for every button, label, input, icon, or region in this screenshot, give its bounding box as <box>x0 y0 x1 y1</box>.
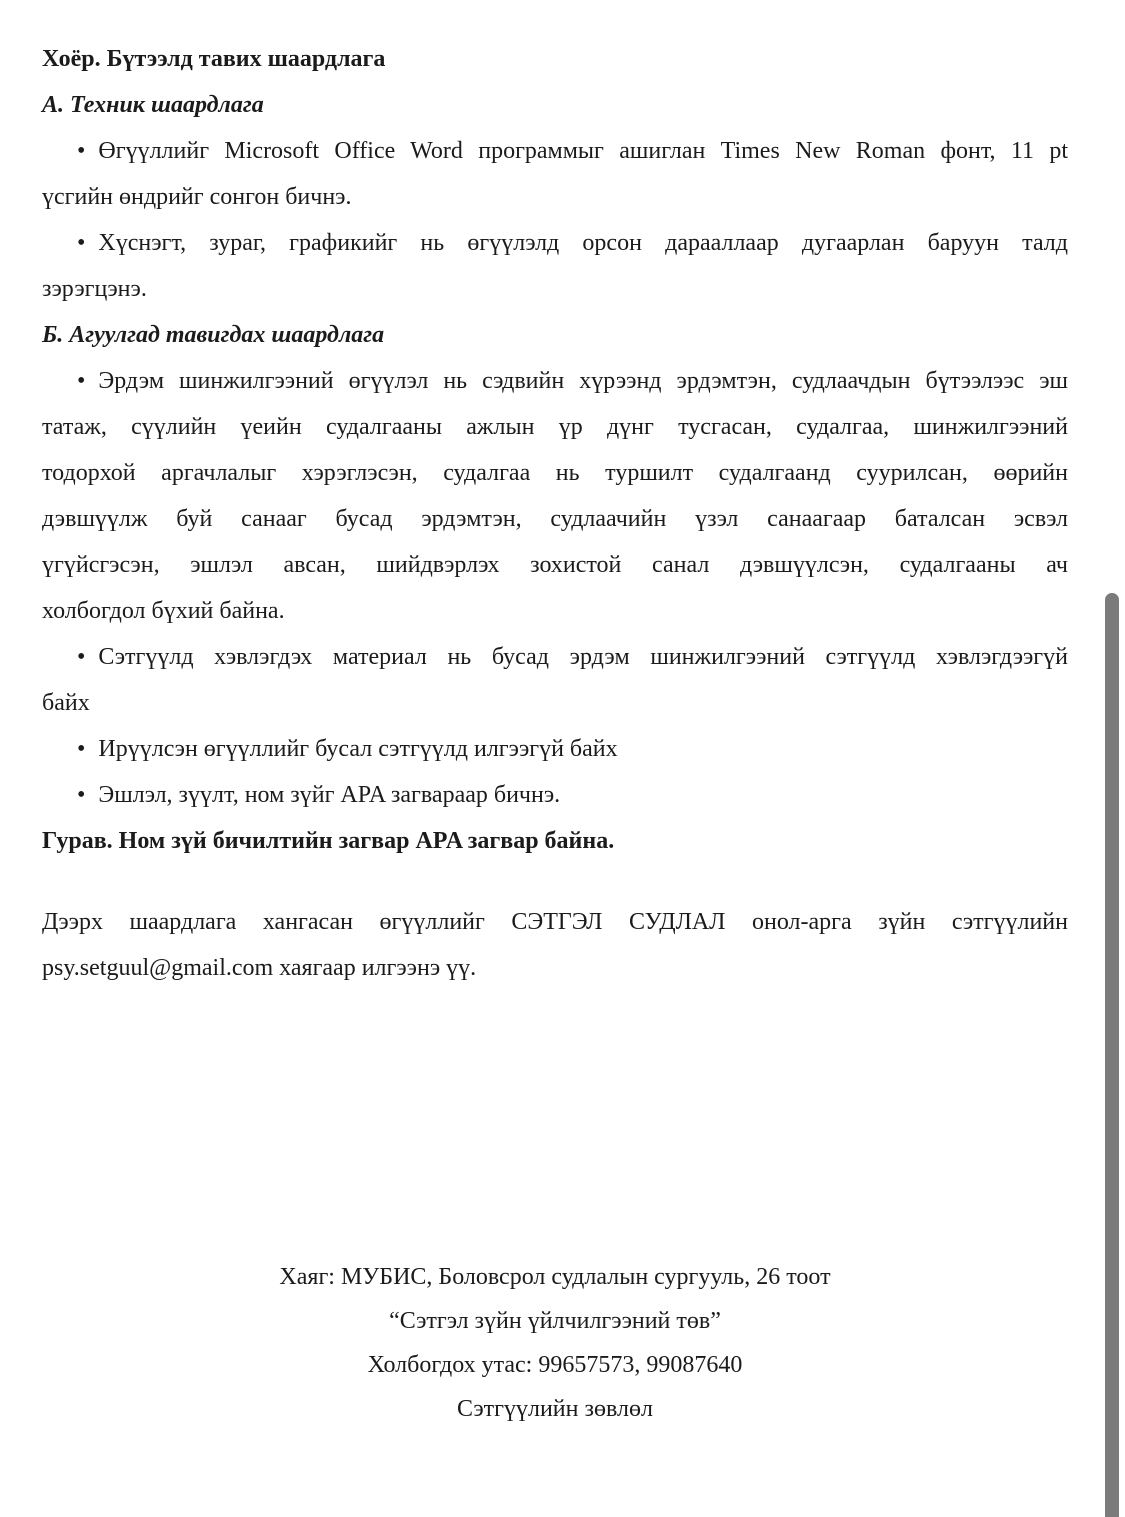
vertical-scrollbar-thumb[interactable] <box>1105 593 1119 1517</box>
paragraph-line: Дээрх шаардлага хангасан өгүүллийг СЭТГЭЛ СУДЛАЛ онол-арга зүйн сэтгүүлийн <box>42 909 1068 935</box>
bullet-item-line: тодорхой аргачлалыг хэрэглэсэн, судалгаа нь туршилт судалгаанд суурилсан, өөрийн <box>42 460 1068 486</box>
section-heading-three: Гурав. Ном зүй бичилтийн загвар APA загвар байна. <box>42 828 615 854</box>
bullet-marker: • <box>77 138 86 164</box>
bullet-item-line <box>42 358 1068 404</box>
bullet-text: Өгүүллийг Microsoft Office Word программыг ашиглан Times New Roman фонт, 11 pt <box>98 138 1068 164</box>
bullet-item-line <box>42 772 1068 818</box>
document-page <box>42 36 1068 1431</box>
subsection-heading-a: А. Техник шаардлага <box>42 92 264 118</box>
bullet-item-line: дэвшүүлж буй санааг бусад эрдэмтэн, судлаачийн үзэл санаагаар баталсан эсвэл <box>42 506 1068 532</box>
bullet-text: Эшлэл, зүүлт, ном зүйг APA загвараар бичнэ. <box>98 782 561 808</box>
bullet-text: Хүснэгт, зураг, графикийг нь өгүүлэлд орсон дарааллаар дугаарлан баруун талд <box>98 230 1068 256</box>
bullet-item-line <box>42 634 1068 680</box>
bullet-item-line: татаж, сүүлийн үеийн судалгааны ажлын үр дүнг тусгасан, судалгаа, шинжилгээний <box>42 414 1068 440</box>
bullet-item-line: холбогдол бүхий байна. <box>42 598 285 624</box>
bullet-item-line: үсгийн өндрийг сонгон бичнэ. <box>42 184 352 210</box>
bullet-marker: • <box>77 230 86 256</box>
bullet-marker: • <box>77 736 86 762</box>
bullet-item-line: зэрэгцэнэ. <box>42 276 147 302</box>
footer-address-line: Хаяг: МУБИС, Боловсрол судлалын сургууль, 26 тоот <box>279 1264 831 1290</box>
bullet-item-line <box>42 220 1068 266</box>
footer-center-name-line: “Сэтгэл зүйн үйлчилгээний төв” <box>389 1308 721 1334</box>
bullet-marker: • <box>77 782 86 808</box>
bullet-marker: • <box>77 644 86 670</box>
footer-phone-line: Холбогдох утас: 99657573, 99087640 <box>367 1352 743 1378</box>
paragraph-line: psy.setguul@gmail.com хаягаар илгээнэ үү. <box>42 955 477 981</box>
bullet-item-line <box>42 128 1068 174</box>
bullet-item-line: байх <box>42 690 90 716</box>
bullet-text: Ирүүлсэн өгүүллийг бусал сэтгүүлд илгээгүй байх <box>98 736 618 762</box>
bullet-text: Сэтгүүлд хэвлэгдэх материал нь бусад эрдэм шинжилгээний сэтгүүлд хэвлэгдээгүй <box>98 644 1068 670</box>
footer-block <box>42 1255 1068 1431</box>
bullet-item-line: үгүйсгэсэн, эшлэл авсан, шийдвэрлэх зохистой санал дэвшүүлсэн, судалгааны ач <box>42 552 1068 578</box>
bullet-text: Эрдэм шинжилгээний өгүүлэл нь сэдвийн хүрээнд эрдэмтэн, судлаачдын бүтээлээс эш <box>98 368 1068 394</box>
subsection-heading-b: Б. Агуулгад тавигдах шаардлага <box>42 322 385 348</box>
bullet-item-line <box>42 726 1068 772</box>
closing-paragraph <box>42 899 1068 991</box>
bullet-marker: • <box>77 368 86 394</box>
section-heading-two: Хоёр. Бүтээлд тавих шаардлага <box>42 46 386 72</box>
footer-council-line: Сэтгүүлийн зөвлөл <box>457 1396 653 1422</box>
